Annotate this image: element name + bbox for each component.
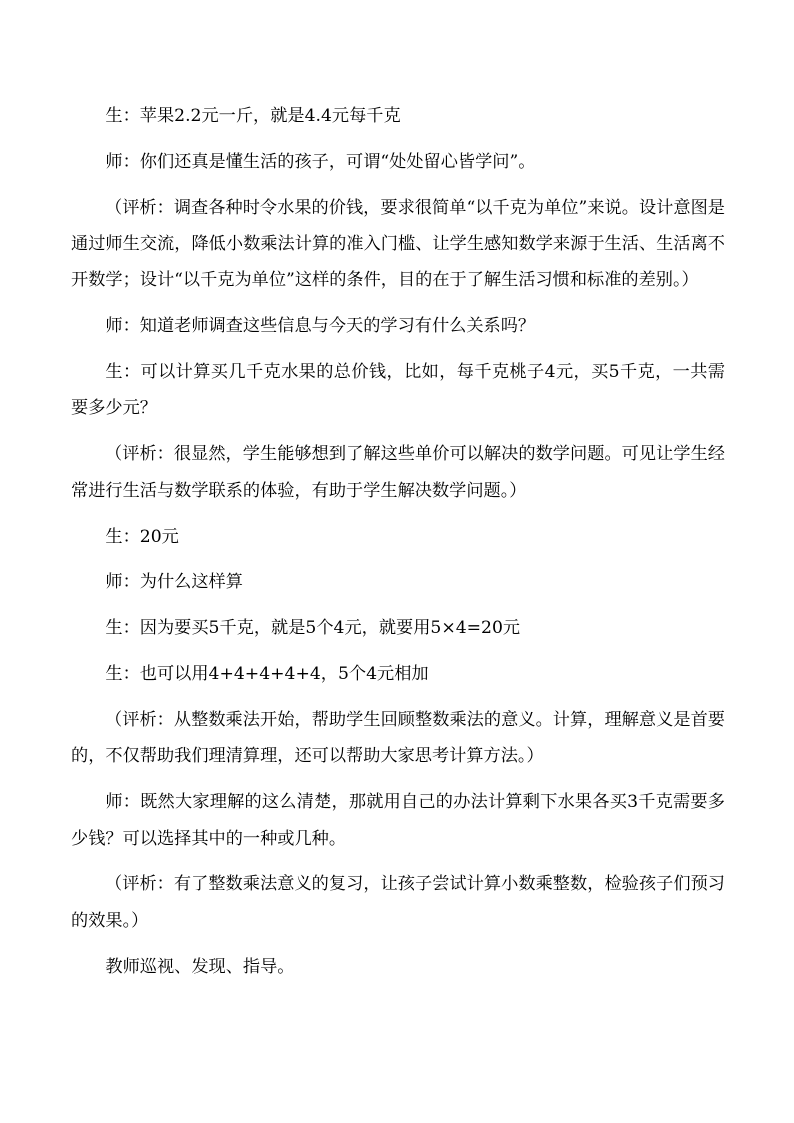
dialogue-line: 生：苹果2.2元一斤，就是4.4元每千克 xyxy=(105,106,401,126)
dialogue-line: 师：你们还真是懂生活的孩子，可谓“处处留心皆学问”。 xyxy=(105,151,536,172)
dialogue-line: 生：因为要买5千克，就是5个4元，就要用5×4=20元 xyxy=(105,618,521,639)
dialogue-line: 师：既然大家理解的这么清楚，那就用自己的办法计算剩下水果各买3千克需要多少钱？可以选择其中的一种或几种。 xyxy=(71,792,725,849)
remark-paragraph: （评析：有了整数乘法意义的复习，让孩子尝试计算小数乘整数，检验孩子们预习的效果。） xyxy=(71,874,725,931)
dialogue-line: 师：为什么这样算 xyxy=(105,572,243,593)
dialogue-line: 师：知道老师调查这些信息与今天的学习有什么关系吗？ xyxy=(105,316,536,337)
dialogue-line: 生：可以计算买几千克水果的总价钱，比如，每千克桃子4元，买5千克，一共需要多少元？ xyxy=(71,362,725,419)
dialogue-line: 生：20元 xyxy=(105,526,179,547)
remark-paragraph: （评析：很显然，学生能够想到了解这些单价可以解决的数学问题。可见让学生经常进行生活与数学联系的体验，有助于学生解决数学问题。） xyxy=(71,444,725,501)
narration-line: 教师巡视、发现、指导。 xyxy=(105,956,295,977)
document-body xyxy=(71,98,725,995)
dialogue-line: 生：也可以用4+4+4+4+4，5个4元相加 xyxy=(105,664,429,685)
remark-paragraph: （评析：调查各种时令水果的价钱，要求很简单“以千克为单位”来说。设计意图是通过师生交流，降低小数乘法计算的准入门槛、让学生感知数学来源于生活、生活离不开数学；设计“以千克为单位”这样的条件，目的在于了解生活习惯和标准的差别。） xyxy=(71,197,725,291)
remark-paragraph: （评析：从整数乘法开始，帮助学生回顾整数乘法的意义。计算，理解意义是首要的，不仅帮助我们理清算理，还可以帮助大家思考计算方法。） xyxy=(71,710,725,767)
